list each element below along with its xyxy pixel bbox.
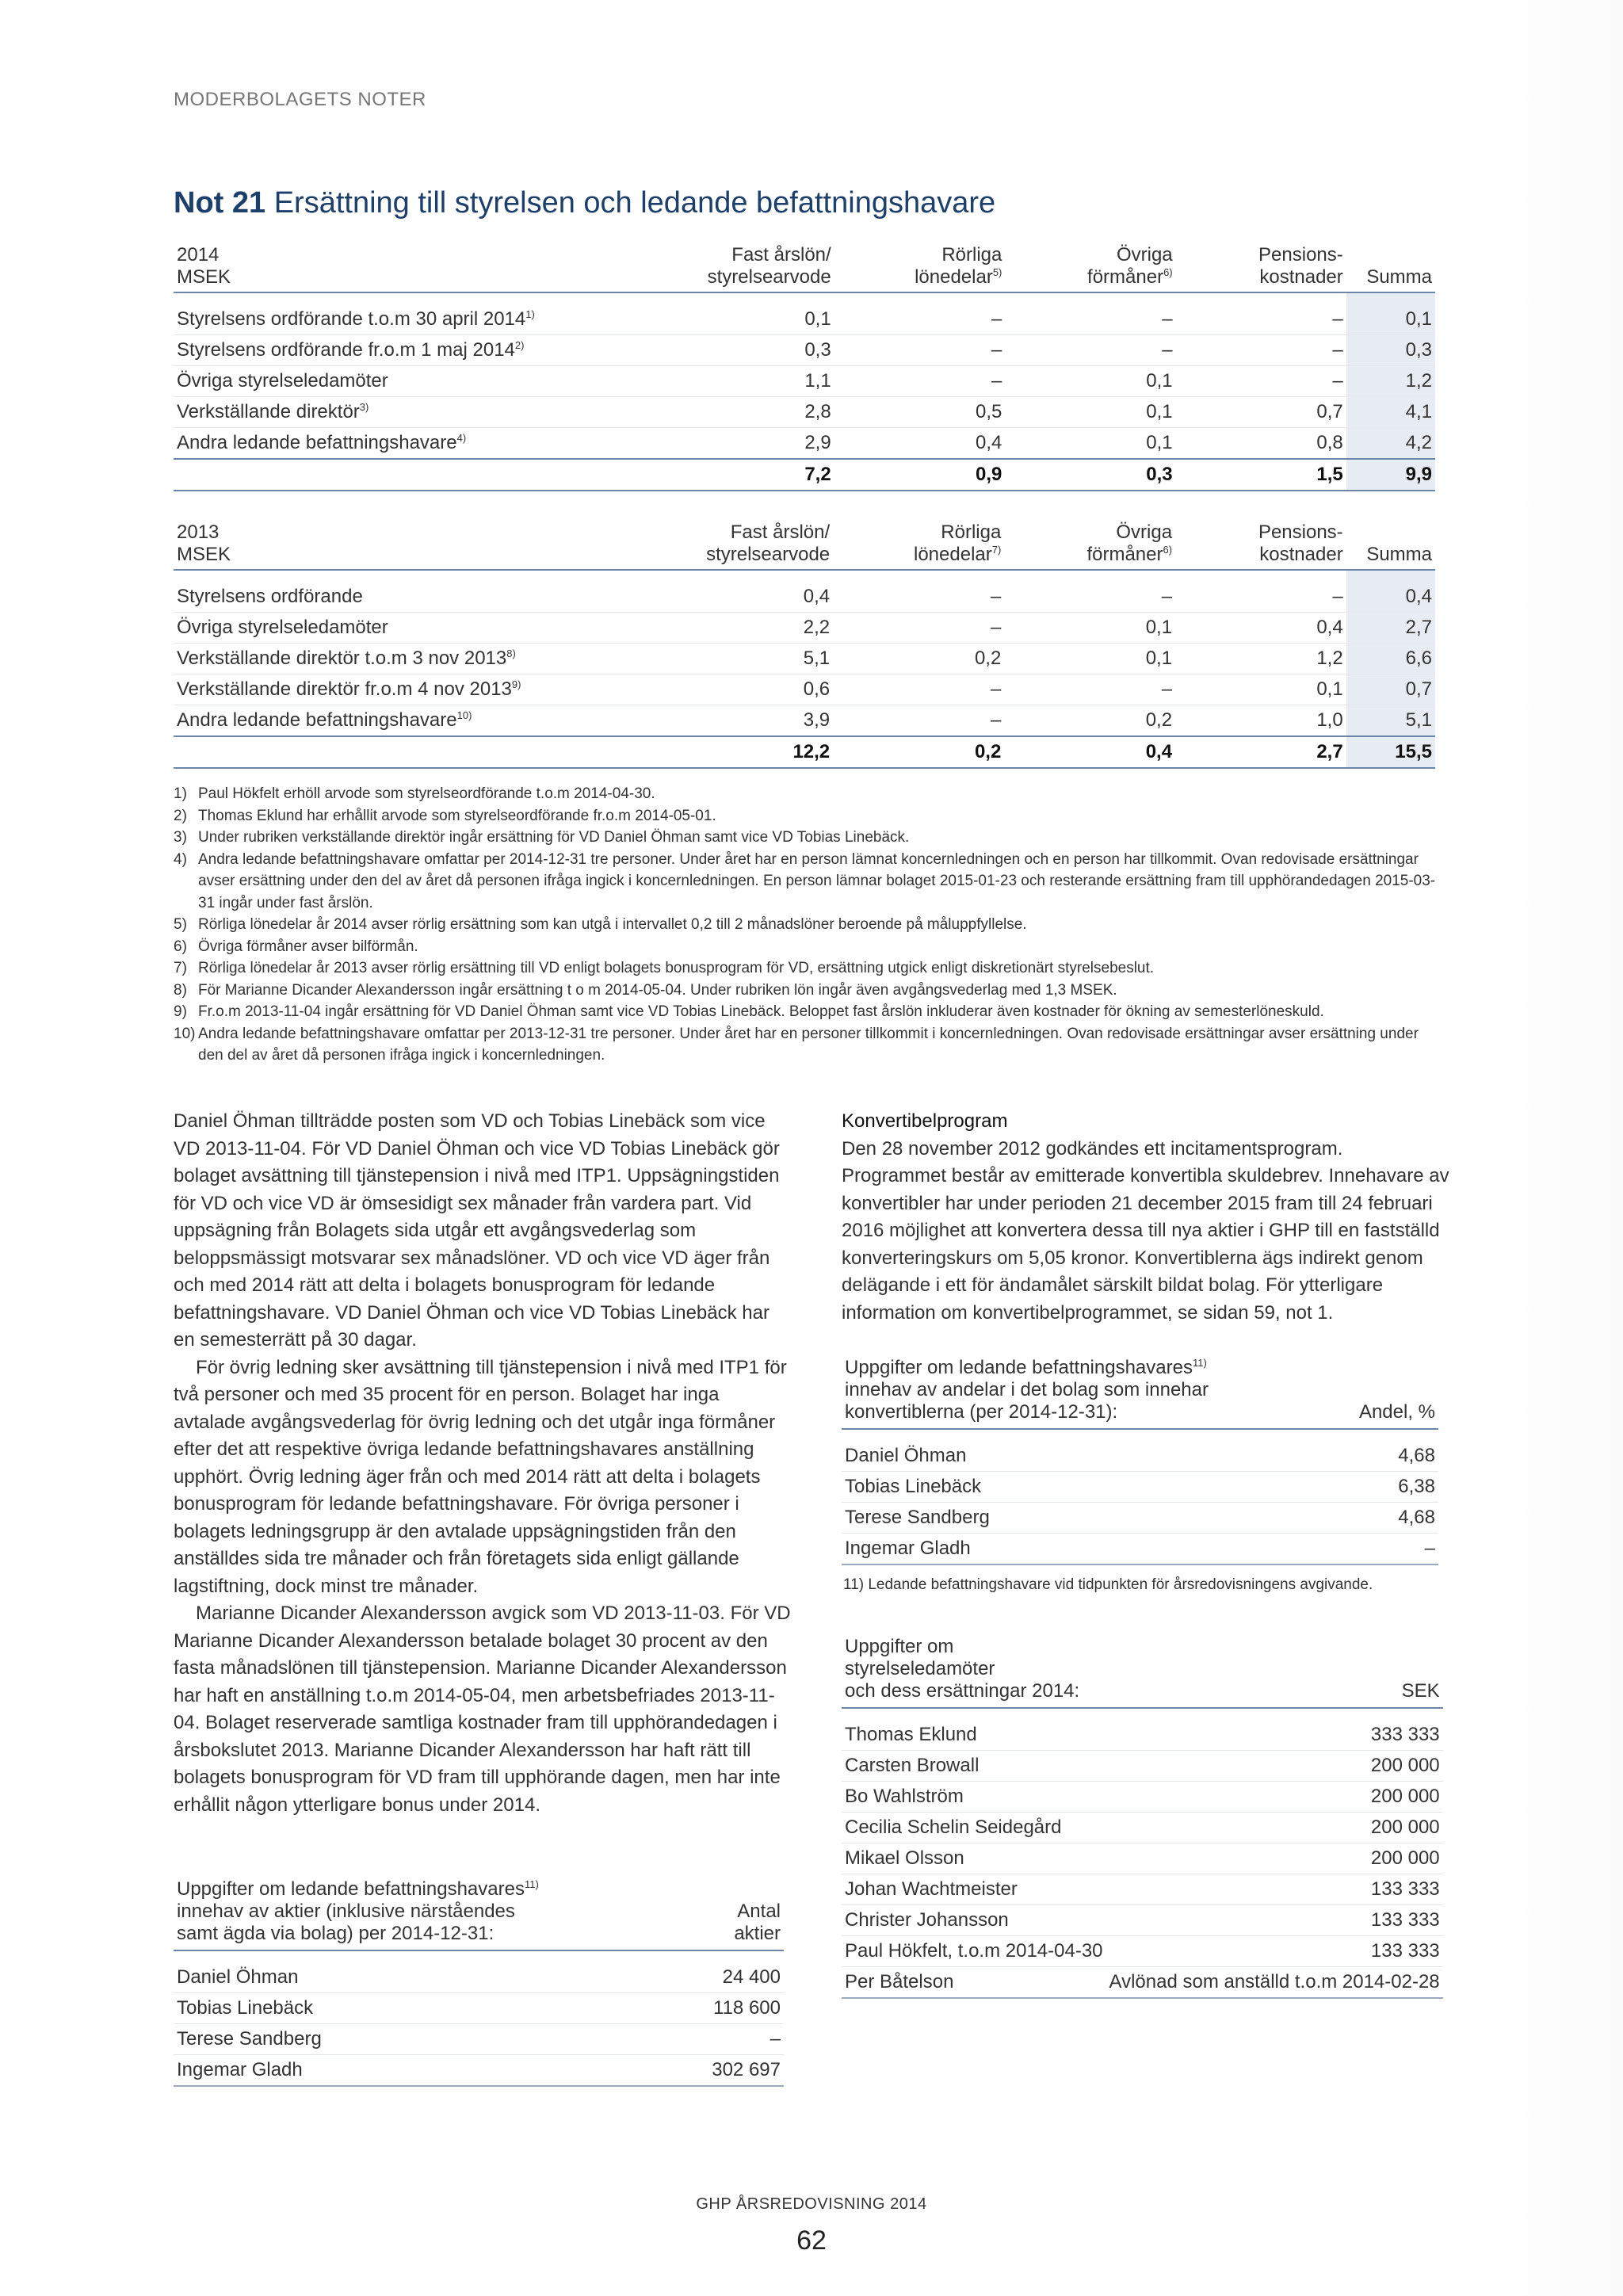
footnotes [174, 783, 1442, 1067]
table-row: Övriga styrelseledamöter 2,2 – 0,1 0,4 2,7 [174, 613, 1435, 644]
table-row: Daniel Öhman 4,68 [842, 1441, 1438, 1472]
shares-header: Uppgifter om ledande befattningshavares$^{11)}$ innehav av aktier (inklusive närståendes samt ägda via bolag) per 2014-12-31: [177, 1878, 539, 1944]
table-row: Bo Wahlström 200 000 [842, 1782, 1443, 1813]
header-pension: Pensions- kostnader [1258, 244, 1343, 288]
footnote: 9) Fr.o.m 2013-11-04 ingår ersättning för VD Daniel Öhman samt vice VD Tobias Linebäck. Beloppet fast årslön inkluderar även kostnader för ökning av semesterlöneskuld. [174, 1003, 1324, 1020]
convertible-program [842, 1108, 1452, 1327]
note-title [174, 186, 995, 220]
compensation-table-2014 [174, 244, 1435, 491]
page-edge-shade [1462, 0, 1623, 2296]
paragraph: För övrig ledning sker avsättning till tjänstepension i nivå med ITP1 för två personer och med 35 procent för en person. Bolaget har inga avtalade avgångsvederlag för övrig ledning och det utgår inga förmåner efter det att respektive övriga ledande befattningshavares anställning upphört. Övrig ledning äger från och med 2014 rätt att delta i bolagets bonusprogram för ledande befattningshavare. För övriga personer i bolagets ledningsgrupp är den avtalade uppsägningstiden från den anställdes sida tre månader och från företagets sida enligt gällande lagstiftning, dock minst tre månader. [174, 1356, 787, 1597]
table-row: Verkställande direktör fr.o.m 4 nov 2013$^{9)}$ 0,6 – – 0,1 0,7 [174, 674, 1435, 705]
table-row: Paul Hökfelt, t.o.m 2014-04-30 133 333 [842, 1936, 1443, 1967]
table-row: Ingemar Gladh 302 697 [174, 2055, 784, 2087]
header-summa: Summa [1366, 266, 1432, 288]
board-header: Uppgifter om styrelseledamöter och dess ersättningar 2014: [845, 1636, 1080, 1702]
table-row: Mikael Olsson 200 000 [842, 1843, 1443, 1874]
paragraph: Marianne Dicander Alexandersson avgick som VD 2013-11-03. För VD Marianne Dicander Alexandersson betalade bolaget 30 procent av den fasta månadslönen till tjänstepension. Marianne Dicander Alexandersson har haft en anställning t.o.m 2014-05-04, men arbetsbefriades 2013-11-04. Bolaget reserverade samtliga kostnader fram till upphörandedagen i årsbokslutet 2013. Marianne Dicander Alexandersson har haft rätt till bolagets bonusprogram för VD fram till upphörande dagen, men har inte erhållit någon ytterligare bonus under 2014. [174, 1603, 791, 1816]
convertible-heading: Konvertibelprogram [842, 1110, 1008, 1132]
page-number: 62 [796, 2225, 827, 2256]
table-header-row [174, 1878, 784, 1950]
footnote: 2) Thomas Eklund har erhållit arvode som styrelseordförande fr.o.m 2014-05-01. [174, 807, 716, 824]
shares-table [174, 1878, 784, 2087]
body-text [174, 1108, 792, 1819]
table-row: Christer Johansson 133 333 [842, 1905, 1443, 1936]
header-rorliga: Rörliga lönedelar$^{7)}$ [914, 521, 1002, 565]
table-row: Terese Sandberg 4,68 [842, 1503, 1438, 1534]
table-row: Cecilia Schelin Seidegård 200 000 [842, 1813, 1443, 1843]
holdings-header: Uppgifter om ledande befattningshavares$^{11)}$ innehav av andelar i det bolag som innehar konvertiblerna (per 2014-12-31): [845, 1357, 1209, 1423]
header-fast: Fast årslön/ styrelsearvode [706, 521, 831, 565]
header-year-unit: 2014 MSEK [177, 244, 231, 288]
publication-footer: GHP ÅRSREDOVISNING 2014 [696, 2195, 927, 2213]
shares-col-header: Antal aktier [734, 1901, 781, 1944]
footnote: 10) Andra ledande befattningshavare omfattar per 2013-12-31 tre personer. Under året har en personer tillkommit i koncernledningen. Ovan redovisade ersättningar avser ersättning under den del av året då personen ifråga ingick i koncernledningen. [174, 1025, 1419, 1064]
table-header-row [174, 521, 1435, 570]
table-row: Thomas Eklund 333 333 [842, 1720, 1443, 1751]
note-number: Not 21 [174, 186, 266, 220]
header-fast: Fast årslön/ styrelsearvode [707, 244, 831, 288]
footnote: 6) Övriga förmåner avser bilförmån. [174, 938, 418, 955]
section-label: MODERBOLAGETS NOTER [174, 89, 426, 110]
table-row: Per Båtelson Avlönad som anställd t.o.m 2014-02-28 [842, 1967, 1443, 1999]
header-summa: Summa [1366, 544, 1432, 565]
holdings-table [842, 1357, 1438, 1565]
table-row: Johan Wachtmeister 133 333 [842, 1874, 1443, 1905]
table-row: Övriga styrelseledamöter 1,1 – 0,1 – 1,2 [174, 366, 1435, 397]
footnote: 5) Rörliga lönedelar år 2014 avser rörlig ersättning som kan utgå i intervallet 0,2 till 2 månadslöner beroende på måluppfyllelse. [174, 916, 1027, 933]
footnote: 7) Rörliga lönedelar år 2013 avser rörlig ersättning till VD enligt bolagets bonusprogram för VD, ersättning utgick enligt diskretionärt styrelsebeslut. [174, 960, 1155, 976]
table-header-row [174, 244, 1435, 292]
footnote: 8) För Marianne Dicander Alexandersson ingår ersättning t o m 2014-05-04. Under rubriken lön ingår även avgångsvederlag med 1,3 MSEK. [174, 981, 1117, 999]
table-row: Terese Sandberg – [174, 2024, 784, 2055]
table-total-row: 7,2 0,9 0,3 1,5 9,9 [174, 459, 1435, 491]
table-row: Verkställande direktör t.o.m 3 nov 2013$^{8)}$ 5,1 0,2 0,1 1,2 6,6 [174, 644, 1435, 674]
board-table [842, 1636, 1443, 1999]
table-row: Andra ledande befattningshavare$^{10)}$ 3,9 – 0,2 1,0 5,1 [174, 705, 1435, 737]
note-11: 11) Ledande befattningshavare vid tidpunkten för årsredovisningens avgivande. [843, 1576, 1373, 1593]
table-row: Tobias Linebäck 6,38 [842, 1472, 1438, 1503]
footnote: 4) Andra ledande befattningshavare omfattar per 2014-12-31 tre personer. Under året har en person lämnat koncernledningen och en person har tillkommit. Ovan redovisade ersättningar avser ersättning under den del av året då personen ifråga ingick i koncernledningen. En person lämnar bolaget 2015-01-23 och resterande ersättning fram till upphörandedagen 2015-03-31 ingår under fast årslön. [174, 850, 1436, 911]
table-row: Styrelsens ordförande t.o.m 30 april 2014$^{1)}$ 0,1 – – – 0,1 [174, 304, 1435, 335]
table-row: Tobias Linebäck 118 600 [174, 1993, 784, 2024]
table-header-row [842, 1357, 1438, 1429]
footnote: 3) Under rubriken verkställande direktör ingår ersättning för VD Daniel Öhman samt vice VD Tobias Linebäck. [174, 829, 910, 846]
holdings-col-header: Andel, % [1358, 1401, 1435, 1423]
paragraph: Daniel Öhman tillträdde posten som VD och Tobias Linebäck som vice VD 2013-11-04. För VD Daniel Öhman och vice VD Tobias Linebäck gör bolaget avsättning till tjänstepension i nivå med ITP1. Uppsägningstiden för VD och vice VD är ömsesidigt sex månader från vardera part. Vid uppsägning från Bolagets sida utgår ett avgångsvederlag som beloppsmässigt motsvarar sex månadslöner. VD och vice VD äger från och med 2014 rätt att delta i bolagets bonusprogram för ledande befattningshavare. VD Daniel Öhman och vice VD Tobias Linebäck har en semesterrätt på 30 dagar. [174, 1110, 780, 1350]
table-row: Daniel Öhman 24 400 [174, 1962, 784, 1993]
header-ovriga: Övriga förmåner$^{6)}$ [1087, 244, 1173, 288]
board-col-header: SEK [1401, 1680, 1440, 1702]
table-row: Styrelsens ordförande fr.o.m 1 maj 2014$^{2)}$ 0,3 – – – 0,3 [174, 335, 1435, 366]
header-rorliga: Rörliga lönedelar$^{5)}$ [915, 244, 1002, 288]
header-pension: Pensions- kostnader [1258, 521, 1343, 565]
table-row: Styrelsens ordförande 0,4 – – – 0,4 [174, 582, 1435, 613]
table-total-row: 12,2 0,2 0,4 2,7 15,5 [174, 736, 1435, 768]
compensation-table-2013 [174, 521, 1435, 769]
table-header-row [842, 1636, 1443, 1708]
header-year-unit: 2013 MSEK [177, 521, 231, 565]
note-title-text: Ersättning till styrelsen och ledande befattningshavare [273, 186, 996, 220]
table-row: Carsten Browall 200 000 [842, 1751, 1443, 1782]
table-row: Ingemar Gladh – [842, 1534, 1438, 1565]
convertible-text: Den 28 november 2012 godkändes ett incitamentsprogram. Programmet består av emitterade konvertibla skuldebrev. Innehavare av konvertibler har under perioden 21 december 2015 fram till 24 februari 2016 möjlighet att konvertera dessa till nya aktier i GHP till en fastställd konverteringskurs om 5,05 kronor. Konvertiblerna ägs indirekt genom delägande i ett för ändamålet särskilt bildat bolag. För ytterligare information om konvertibelprogrammet, se sidan 59, not 1. [842, 1137, 1449, 1324]
table-row: Verkställande direktör$^{3)}$ 2,8 0,5 0,1 0,7 4,1 [174, 397, 1435, 428]
header-ovriga: Övriga förmåner$^{6)}$ [1086, 521, 1173, 565]
footnote: 1) Paul Hökfelt erhöll arvode som styrelseordförande t.o.m 2014-04-30. [174, 785, 655, 802]
table-row: Andra ledande befattningshavare$^{4)}$ 2,9 0,4 0,1 0,8 4,2 [174, 428, 1435, 460]
